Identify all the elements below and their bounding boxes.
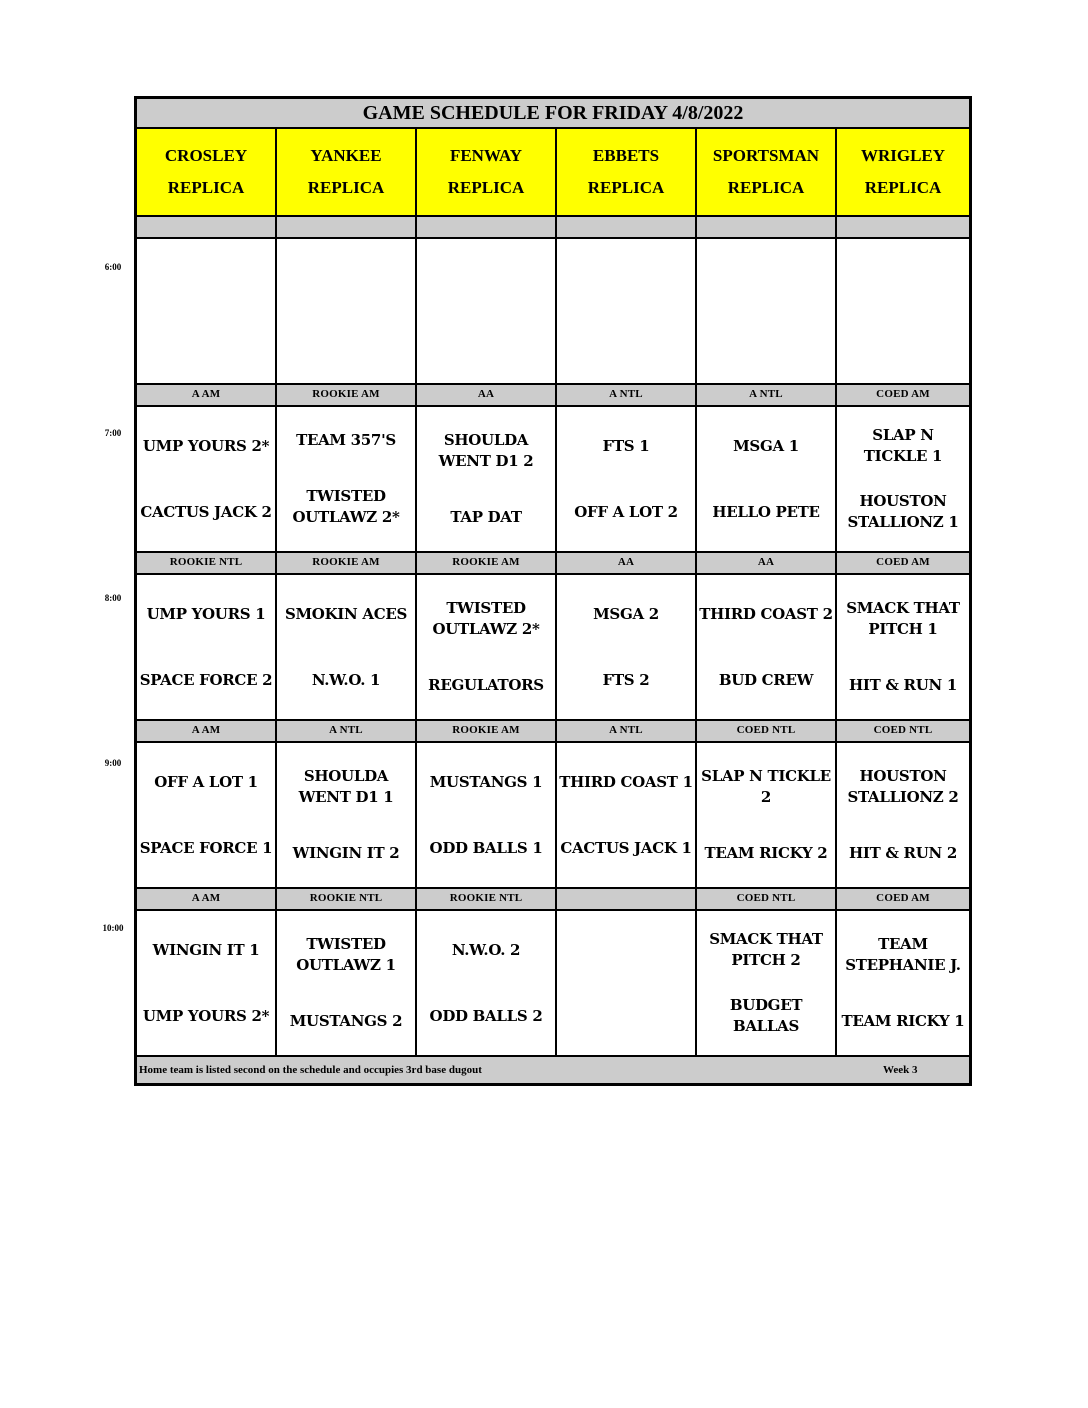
field-sub: REPLICA xyxy=(447,178,525,197)
game-cell xyxy=(277,575,417,719)
field-name: FENWAY xyxy=(449,146,523,165)
schedule-title: GAME SCHEDULE FOR FRIDAY 4/8/2022 xyxy=(137,99,969,129)
game-cell xyxy=(697,911,837,1055)
game-cell xyxy=(277,743,417,887)
home-team: TEAM RICKY 1 xyxy=(841,1011,965,1030)
field-header-crosley xyxy=(137,129,277,215)
field-sub: REPLICA xyxy=(307,178,385,197)
division-cell xyxy=(557,889,697,909)
home-team: CACTUS JACK 1 xyxy=(560,838,692,857)
home-team: WINGIN IT 2 xyxy=(292,843,400,862)
away-team: HOUSTON STALLIONZ 2 xyxy=(847,767,959,807)
away-team: MSGA 1 xyxy=(733,436,799,455)
division-cell: COED AM xyxy=(876,892,930,904)
away-team: MSGA 2 xyxy=(593,604,659,623)
away-team: MUSTANGS 1 xyxy=(429,772,543,791)
game-cell xyxy=(417,575,557,719)
game-cell xyxy=(697,575,837,719)
field-name: SPORTSMAN xyxy=(712,146,820,165)
division-cell: COED AM xyxy=(876,556,930,568)
game-cell xyxy=(837,743,969,887)
away-team: SHOULDA WENT D1 2 xyxy=(438,431,534,471)
week-label: Week 3 xyxy=(883,1064,918,1076)
home-team: HELLO PETE xyxy=(712,502,820,521)
footer-note: Home team is listed second on the schedule and occupies 3rd base dugout xyxy=(139,1064,482,1076)
away-team: SMOKIN ACES xyxy=(284,604,408,623)
home-team: HIT & RUN 2 xyxy=(849,843,957,862)
schedule-footer xyxy=(137,1057,969,1083)
division-cell: COED NTL xyxy=(697,889,837,909)
field-sub: REPLICA xyxy=(587,178,665,197)
division-row-empty xyxy=(137,217,969,239)
schedule-table xyxy=(134,96,972,1086)
division-cell: A NTL xyxy=(697,385,837,405)
division-cell: A NTL xyxy=(277,721,417,741)
away-team: TWISTED OUTLAWZ 2* xyxy=(432,599,540,639)
division-cell xyxy=(277,217,417,237)
game-cell-empty xyxy=(557,239,697,383)
division-cell xyxy=(417,217,557,237)
field-name: EBBETS xyxy=(592,146,660,165)
home-team: ODD BALLS 1 xyxy=(429,838,543,857)
away-team: SMACK THAT PITCH 2 xyxy=(709,930,823,969)
away-team: TWISTED OUTLAWZ 1 xyxy=(296,935,396,975)
home-team: BUD CREW xyxy=(718,670,814,689)
field-name: WRIGLEY xyxy=(860,146,946,165)
home-team: SPACE FORCE 2 xyxy=(139,670,273,689)
game-cell xyxy=(557,407,697,551)
away-team: OFF A LOT 1 xyxy=(154,772,258,791)
home-team: ODD BALLS 2 xyxy=(429,1006,543,1025)
division-row-10 xyxy=(137,889,969,911)
field-sub: REPLICA xyxy=(864,178,942,197)
game-cell xyxy=(417,407,557,551)
game-cell-empty xyxy=(837,239,969,383)
game-cell xyxy=(277,407,417,551)
division-cell xyxy=(137,217,277,237)
division-cell: COED NTL xyxy=(873,724,933,736)
slot-row-10 xyxy=(137,911,969,1057)
division-cell: A AM xyxy=(137,889,277,909)
game-cell xyxy=(137,911,277,1055)
slot-row-8 xyxy=(137,575,969,721)
field-sub: REPLICA xyxy=(727,178,805,197)
away-team: THIRD COAST 1 xyxy=(559,772,693,791)
game-cell xyxy=(837,407,969,551)
game-cell xyxy=(837,575,969,719)
away-team: N.W.O. 2 xyxy=(451,940,521,959)
game-cell-empty xyxy=(417,239,557,383)
division-cell: A AM xyxy=(137,721,277,741)
game-cell xyxy=(417,743,557,887)
division-cell: COED NTL xyxy=(697,721,837,741)
division-cell: A NTL xyxy=(557,721,697,741)
home-team: BUDGET BALLAS xyxy=(729,996,803,1035)
game-cell xyxy=(697,407,837,551)
time-label-10: 10:00 xyxy=(102,923,124,933)
time-label-9: 9:00 xyxy=(104,758,122,768)
division-cell xyxy=(557,217,697,237)
field-sub: REPLICA xyxy=(167,178,245,197)
division-cell xyxy=(697,217,837,237)
away-team: UMP YOURS 2* xyxy=(142,436,270,455)
game-cell xyxy=(557,575,697,719)
time-label-7: 7:00 xyxy=(104,428,122,438)
field-name: CROSLEY xyxy=(164,146,248,165)
home-team: UMP YOURS 2* xyxy=(142,1006,270,1025)
time-label-6: 6:00 xyxy=(104,262,122,272)
away-team: SMACK THAT PITCH 1 xyxy=(846,599,960,639)
home-team: N.W.O. 1 xyxy=(311,670,381,689)
game-cell-empty xyxy=(137,239,277,383)
home-team: TWISTED OUTLAWZ 2* xyxy=(292,486,400,526)
away-team: WINGIN IT 1 xyxy=(152,940,260,959)
division-row-7 xyxy=(137,385,969,407)
division-cell xyxy=(837,217,969,237)
game-cell xyxy=(137,407,277,551)
division-cell: ROOKIE NTL xyxy=(137,553,277,573)
away-team: FTS 1 xyxy=(602,436,650,455)
field-header-fenway xyxy=(417,129,557,215)
home-team: HOUSTON STALLIONZ 1 xyxy=(847,492,959,531)
field-header-yankee xyxy=(277,129,417,215)
home-team: TEAM RICKY 2 xyxy=(704,843,828,862)
game-cell-empty xyxy=(697,239,837,383)
home-team: SPACE FORCE 1 xyxy=(139,838,273,857)
home-team: HIT & RUN 1 xyxy=(849,675,957,694)
division-row-8 xyxy=(137,553,969,575)
game-cell xyxy=(557,743,697,887)
game-cell xyxy=(277,911,417,1055)
field-header-ebbets xyxy=(557,129,697,215)
division-cell: AA xyxy=(697,553,837,573)
field-name: YANKEE xyxy=(310,146,382,165)
away-team: TEAM STEPHANIE J. xyxy=(845,935,961,975)
game-cell xyxy=(837,911,969,1055)
division-cell: ROOKIE NTL xyxy=(277,889,417,909)
away-team: SHOULDA WENT D1 1 xyxy=(298,767,394,807)
away-team: SLAP N TICKLE 1 xyxy=(863,426,943,465)
game-cell-empty xyxy=(277,239,417,383)
division-cell: ROOKIE AM xyxy=(277,385,417,405)
division-cell: COED AM xyxy=(876,388,930,400)
division-cell: ROOKIE AM xyxy=(417,721,557,741)
field-header-row xyxy=(137,129,969,217)
home-team: CACTUS JACK 2 xyxy=(140,502,272,521)
home-team: MUSTANGS 2 xyxy=(289,1011,403,1030)
game-cell xyxy=(557,911,697,1055)
division-cell: ROOKIE AM xyxy=(417,553,557,573)
division-cell: ROOKIE AM xyxy=(277,553,417,573)
field-header-sportsman xyxy=(697,129,837,215)
time-label-8: 8:00 xyxy=(104,593,122,603)
game-cell xyxy=(697,743,837,887)
division-row-9 xyxy=(137,721,969,743)
home-team: REGULATORS xyxy=(428,675,544,694)
away-team: SLAP N TICKLE 2 xyxy=(701,767,831,807)
game-cell xyxy=(417,911,557,1055)
field-header-wrigley xyxy=(837,129,969,215)
game-cell xyxy=(137,743,277,887)
division-cell: ROOKIE NTL xyxy=(417,889,557,909)
home-team: FTS 2 xyxy=(602,670,650,689)
slot-row-9 xyxy=(137,743,969,889)
slot-row-7 xyxy=(137,407,969,553)
away-team: UMP YOURS 1 xyxy=(146,604,266,623)
home-team: OFF A LOT 2 xyxy=(574,502,678,521)
away-team: THIRD COAST 2 xyxy=(699,604,833,623)
home-team: TAP DAT xyxy=(450,507,522,526)
division-cell: A NTL xyxy=(557,385,697,405)
division-cell: AA xyxy=(557,553,697,573)
game-cell xyxy=(137,575,277,719)
division-cell: A AM xyxy=(137,385,277,405)
slot-row-6 xyxy=(137,239,969,385)
away-team: TEAM 357'S xyxy=(296,431,396,450)
division-cell: AA xyxy=(417,385,557,405)
